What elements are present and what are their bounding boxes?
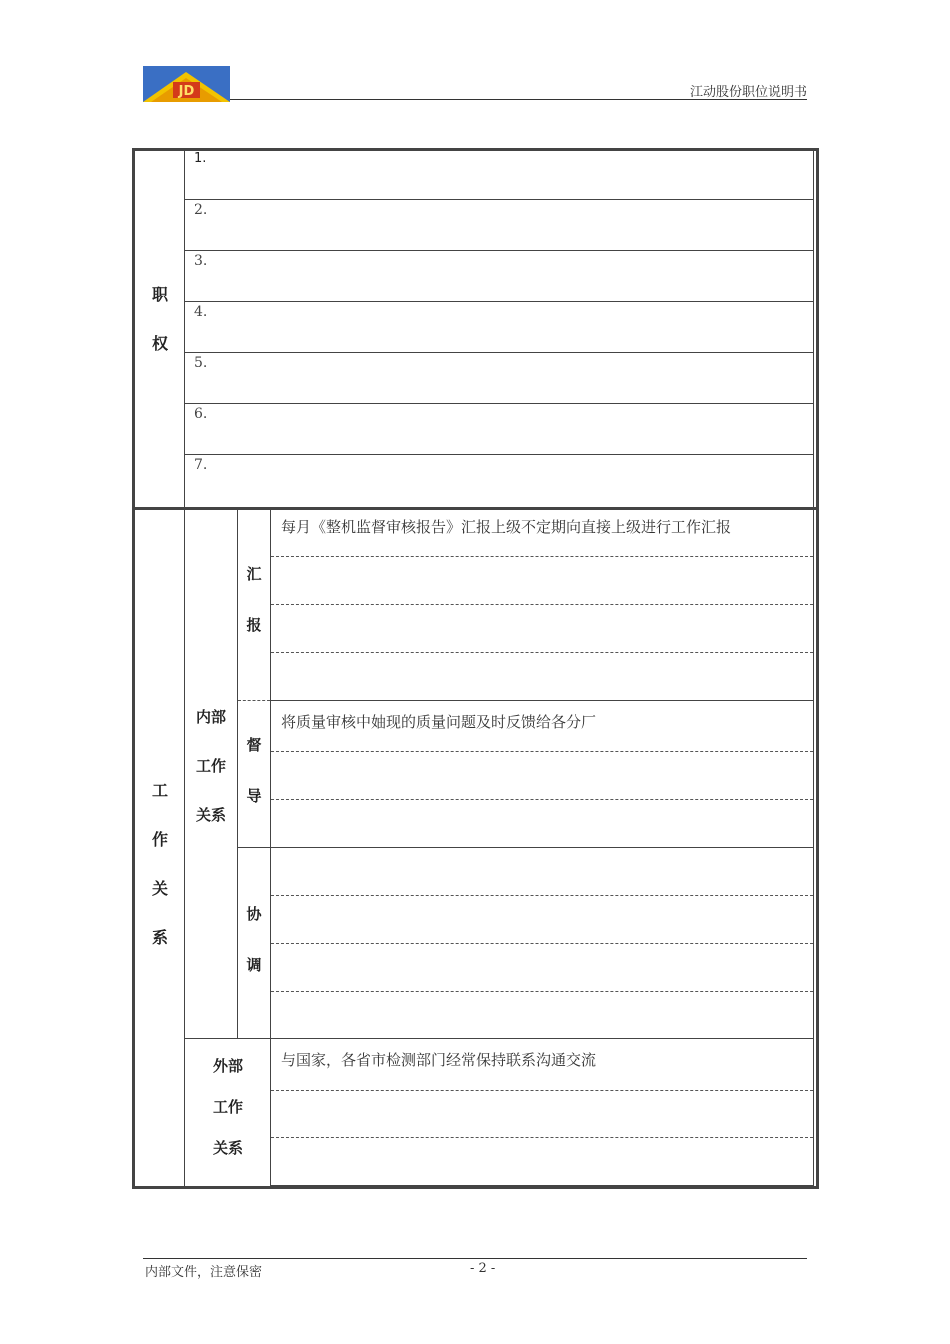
report-label: 汇 报 (246, 565, 262, 634)
report-dashed-line (271, 604, 813, 605)
sub-label-divider (270, 510, 271, 1187)
internal-label-divider (237, 510, 238, 1038)
authority-row-divider (185, 250, 813, 251)
report-dashed-line (271, 652, 813, 653)
job-description-table (132, 148, 819, 1189)
authority-label: 职 权 (151, 285, 168, 353)
footer-divider (143, 1258, 807, 1259)
relations-label: 工 作 关 系 (151, 781, 168, 947)
report-text: 每月《整机监督审核报告》汇报上级不定期向直接上级进行工作汇报 (281, 518, 732, 536)
external-text: 与国家，各省市检测部门经常保持联系沟通交流 (281, 1051, 597, 1069)
supervise-dashed-line (271, 799, 813, 800)
report-supervise-divider (271, 700, 813, 701)
authority-item-number: 7. (194, 457, 208, 473)
coordinate-dashed-line (271, 895, 813, 896)
external-dashed-line (271, 1137, 813, 1138)
relations-label-divider (184, 510, 185, 1187)
coordinate-dashed-line (271, 943, 813, 944)
report-dashed-line (271, 556, 813, 557)
authority-item-number: 2. (194, 202, 208, 218)
authority-row-divider (185, 454, 813, 455)
external-dashed-line (271, 1090, 813, 1091)
authority-item-number: 5. (194, 355, 208, 371)
internal-external-divider (185, 1038, 813, 1039)
sub-label-divider-dashed (238, 700, 270, 701)
authority-row-divider (185, 352, 813, 353)
external-bottom-line (271, 1185, 813, 1186)
external-relations-label: 外部 工作 关系 (212, 1057, 243, 1157)
authority-item-number: 6. (194, 406, 208, 422)
confidential-notice: 内部文件，注意保密 (145, 1265, 263, 1280)
coordinate-dashed-line (271, 991, 813, 992)
relations-right-border (813, 510, 814, 1187)
page-number: - 2 - (470, 1261, 496, 1276)
internal-relations-label: 内部 工作 关系 (195, 708, 226, 824)
company-logo (143, 66, 230, 102)
supervise-text: 将质量审核中妯现的质量问题及时反馈给各分厂 (281, 713, 597, 731)
authority-item-number: 3. (194, 253, 208, 269)
supervise-coordinate-divider (238, 847, 813, 848)
document-title: 江动股份职位说明书 (689, 85, 807, 100)
logo-lettering: JD (178, 84, 195, 99)
authority-row-divider (185, 403, 813, 404)
authority-item-number: 4. (194, 304, 208, 320)
authority-row-divider (185, 199, 813, 200)
authority-row-divider (185, 301, 813, 302)
authority-item-number: 1. (194, 151, 207, 166)
authority-right-border (813, 150, 814, 508)
supervise-dashed-line (271, 751, 813, 752)
supervise-label: 督 导 (246, 736, 262, 805)
coordinate-label: 协 调 (246, 905, 262, 974)
header-divider (230, 99, 807, 100)
